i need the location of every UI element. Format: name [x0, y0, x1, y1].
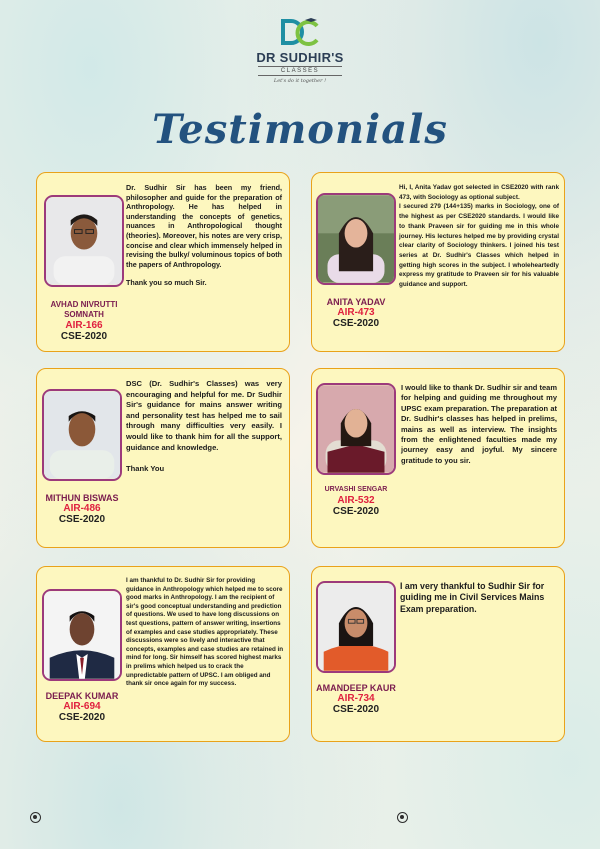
testimonial-text: I am very thankful to Sudhir Sir for guiding me in Civil Services Mains Exam preparation.	[400, 581, 545, 614]
student-cse: CSE-2020	[332, 318, 380, 329]
page-marker-icon	[397, 812, 408, 823]
student-air: AIR-734	[337, 693, 375, 704]
student-cse: CSE-2020	[58, 514, 106, 525]
student-name-block	[40, 691, 124, 723]
student-air: AIR-486	[63, 503, 101, 514]
logo-monogram-icon	[277, 18, 323, 48]
student-photo	[42, 389, 122, 481]
student-name-block	[42, 300, 126, 342]
student-photo	[316, 193, 396, 285]
logo-tagline: Let's do it together !	[273, 78, 327, 84]
testimonial-card	[36, 368, 290, 548]
testimonial-card	[36, 172, 290, 352]
testimonial-card	[36, 566, 290, 742]
student-cse: CSE-2020	[58, 712, 106, 723]
student-air: AIR-694	[63, 701, 101, 712]
student-photo	[42, 589, 122, 681]
student-air: AIR-532	[337, 495, 375, 506]
student-cse: CSE-2020	[60, 331, 108, 342]
student-name: MITHUN BISWAS	[45, 493, 119, 503]
testimonial-text: Dr. Sudhir Sir has been my friend, philosopher and guide for the preparation of Anthropology. He has helped in understanding the concepts of genetics, nuances in Anthropological thought (theories). Moreover, his notes are very crisp, concise and clear which immensely helped in revising the bulky/ voluminous topics of both the papers of Anthropology. Thank you so much Sir.	[126, 183, 282, 288]
student-name-block	[314, 683, 398, 715]
student-name: AVHAD NIVRUTTI SOMNATH	[50, 300, 118, 319]
student-photo	[316, 581, 396, 673]
logo	[246, 18, 354, 84]
testimonial-text: I would like to thank Dr. Sudhir sir and team for helping and guiding me throughout my UPSC exam preparation. The preparation at Dr. Sudhir's classes has helped in prelims, mains as well as interview. The insights from the enlightened faculties made my journey easy and joyful. My sincere gratitude to you sir.	[401, 383, 557, 465]
testimonial-text: DSC (Dr. Sudhir's Classes) was very encouraging and helpful for me. Dr Sudhir Sir's guidance for mains answer writing and personality test has helped me to sail through many difficulties very easily. I would like to thank him for all the support, guidance and knowledge. Thank You	[126, 379, 282, 474]
logo-sub: CLASSES	[258, 66, 342, 76]
student-name-block	[314, 485, 398, 517]
student-air: AIR-166	[65, 320, 103, 331]
testimonial-text: Hi, I, Anita Yadav got selected in CSE2020 with rank 473, with Sociology as optional subject. I secured 279 (144+135) marks in Sociology, one of the highest as per CSE2020 standards. I would like to thank Praveen sir for guiding me in this whole journey. His lectures helped me by providing crystal clear clarity of Sociology thinkers. I joined his test series at Dr. Sudhir's Classes which helped in getting high scores in the subject. I wholeheartedly express my gratitude to Praveen sir for his valuable guidance and support.	[399, 184, 559, 289]
testimonial-card	[311, 566, 565, 742]
logo-brand: DR SUDHIR'S	[256, 50, 344, 65]
student-cse: CSE-2020	[332, 704, 380, 715]
testimonial-text: I am thankful to Dr. Sudhir Sir for providing guidance in Anthropology which helped me to score good marks in Anthropology. I am the recipient of sir's good conceptual understanding and prediction of questions. We used to have long discussions on test questions, pattern of answer writing, insertions of examples and case studies appropriately. These discussions were so lively and interactive that concepts, examples and case studies are retained in mind for long. Sir himself has scored highest marks in prelims which helped us to crack the unpredictable pattern of UPSC. I am obliged and thank sir once again for my success.	[126, 577, 284, 688]
testimonial-card	[311, 368, 565, 548]
student-name: URVASHI SENGAR	[324, 486, 388, 493]
student-photo	[316, 383, 396, 475]
student-cse: CSE-2020	[332, 506, 380, 517]
student-name-block	[314, 297, 398, 329]
page-title: Testimonials	[152, 106, 448, 153]
page-marker-icon	[30, 812, 41, 823]
student-name: AMANDEEP KAUR	[316, 683, 396, 693]
student-name: DEEPAK KUMAR	[45, 691, 119, 701]
student-air: AIR-473	[337, 307, 375, 318]
testimonial-card	[311, 172, 565, 352]
student-photo	[44, 195, 124, 287]
student-name: ANITA YADAV	[326, 297, 386, 307]
student-name-block	[40, 493, 124, 525]
